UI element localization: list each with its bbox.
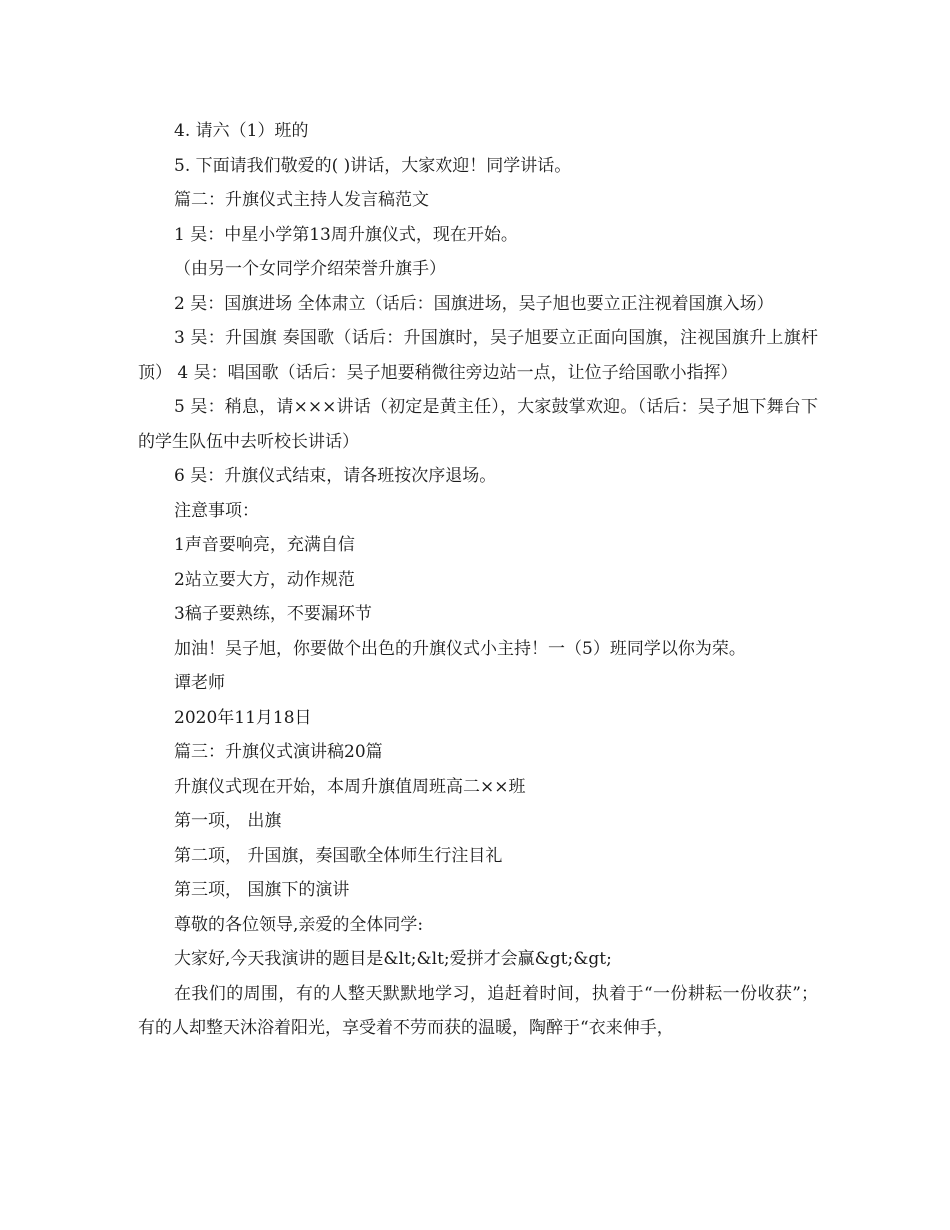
document-body <box>138 114 818 1046</box>
list-item: 2站立要大方，动作规范 <box>174 569 355 590</box>
text-line: 升旗仪式现在开始，本周升旗值周班高二××班 <box>174 776 526 797</box>
text-line: 第二项， 升国旗，奏国歌全体师生行注目礼 <box>174 845 503 866</box>
section-heading: 篇三：升旗仪式演讲稿20篇 <box>174 742 383 762</box>
text-line: 注意事项： <box>174 500 259 521</box>
paragraph: 在我们的周围，有的人整天默默地学习，追赶着时间，执着于“一份耕耘一份收获”；有的人却整天沐浴着阳光，享受着不劳而获的温暖，陶醉于“衣来伸手， <box>138 983 818 1038</box>
section-heading: 篇二：升旗仪式主持人发言稿范文 <box>174 190 429 210</box>
signature-name: 谭老师 <box>174 673 225 693</box>
text-line: 5. 下面请我们敬爱的( )讲话，大家欢迎！同学讲话。 <box>174 155 572 176</box>
text-line: 尊敬的各位领导,亲爱的全体同学: <box>174 914 424 935</box>
text-line: 第三项， 国旗下的演讲 <box>174 880 350 900</box>
text-line: 第一项， 出旗 <box>174 811 282 831</box>
text-line: （由另一个女同学介绍荣誉升旗手） <box>174 259 446 279</box>
text-line: 大家好,今天我演讲的题目是&lt;&lt;爱拼才会赢&gt;&gt; <box>174 949 612 969</box>
paragraph: 3 吴：升国旗 奏国歌（话后：升国旗时，吴子旭要立正面向国旗，注视国旗升上旗杆顶） 4 吴：唱国歌（话后：吴子旭要稍微往旁边站一点，让位子给国歌小指挥） <box>138 328 818 383</box>
list-item: 3稿子要熟练，不要漏环节 <box>174 604 372 624</box>
text-line: 6 吴：升旗仪式结束，请各班按次序退场。 <box>174 466 497 486</box>
text-line: 加油！吴子旭，你要做个出色的升旗仪式小主持！一（5）班同学以你为荣。 <box>174 638 746 659</box>
list-item: 1声音要响亮，充满自信 <box>174 535 355 555</box>
paragraph: 2 吴：国旗进场 全体肃立（话后：国旗进场，吴子旭也要立正注视着国旗入场） <box>174 293 774 314</box>
paragraph: 5 吴：稍息，请×××讲话（初定是黄主任），大家鼓掌欢迎。（话后：吴子旭下舞台下的学生队伍中去听校长讲话） <box>138 397 818 452</box>
text-line: 4. 请六（1）班的 <box>174 121 309 141</box>
text-line: 1 吴：中星小学第13周升旗仪式，现在开始。 <box>174 224 518 245</box>
date-line: 2020年11月18日 <box>174 707 312 728</box>
